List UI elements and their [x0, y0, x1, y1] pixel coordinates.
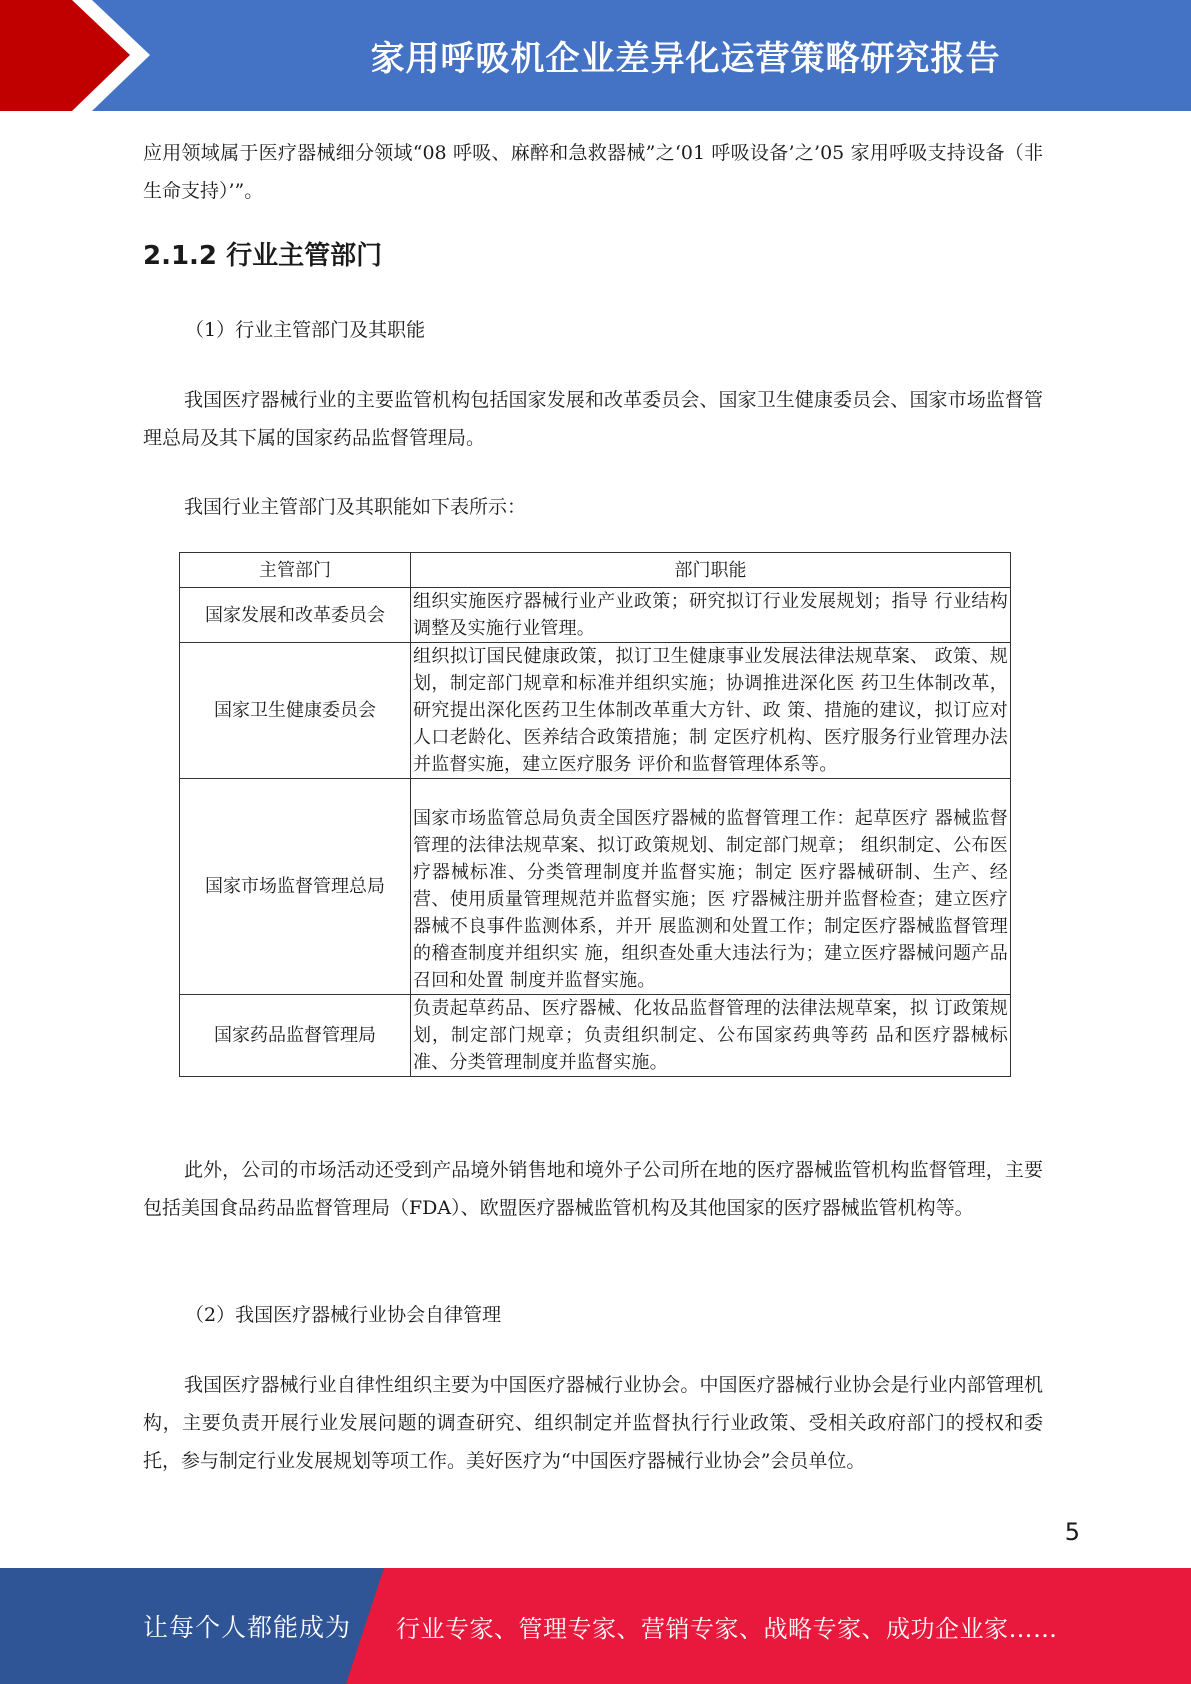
paragraph-regulators: 我国医疗器械行业的主要监管机构包括国家发展和改革委员会、国家卫生健康委员会、国家市场监督管理总局及其下属的国家药品监督管理局。 [143, 389, 1043, 449]
table-row [180, 779, 1011, 995]
dept-name-cell: 国家卫生健康委员会 [180, 643, 411, 779]
column-header-dept: 主管部门 [180, 553, 411, 588]
table-row [180, 995, 1011, 1077]
dept-function-cell: 组织拟订国民健康政策，拟订卫生健康事业发展法律法规草案、 政策、规划，制定部门规章和标准并组织实施；协调推进深化医 药卫生体制改革，研究提出深化医药卫生体制改革重大方针、政 策、措施的建议，拟订应对人口老龄化、医养结合政策措施；制 定医疗机构、医疗服务行业管理办法并监督实施，建立医疗服务 评价和监督管理体系等。 [411, 643, 1011, 779]
table-header-row [180, 553, 1011, 588]
column-header-func: 部门职能 [411, 553, 1011, 588]
footer-slogan-left: 让每个人都能成为 [143, 1613, 352, 1642]
paragraph-overseas-regulation: 此外，公司的市场活动还受到产品境外销售地和境外子公司所在地的医疗器械监管机构监督管理，主要包括美国食品药品监督管理局（FDA）、欧盟医疗器械监管机构及其他国家的医疗器械监管机构等。 [143, 1159, 1043, 1219]
intro-paragraph: 应用领域属于医疗器械细分领域“08 呼吸、麻醉和急救器械”之‘01 呼吸设备’之’05 家用呼吸支持设备（非生命支持）’”。 [143, 142, 1043, 202]
table-row [180, 643, 1011, 779]
subsection-2-title: （2）我国医疗器械行业协会自律管理 [185, 1304, 502, 1326]
dept-function-cell: 负责起草药品、医疗器械、化妆品监督管理的法律法规草案，拟 订政策规划，制定部门规章；负责组织制定、公布国家药典等药 品和医疗器械标准、分类管理制度并监督实施。 [411, 995, 1011, 1077]
subsection-1-title: （1）行业主管部门及其职能 [185, 319, 426, 341]
dept-function-cell: 国家市场监管总局负责全国医疗器械的监督管理工作：起草医疗 器械监督管理的法律法规草案、拟订政策规划、制定部门规章； 组织制定、公布医疗器械标准、分类管理制度并监督实施；制定 医疗器械研制、生产、经营、使用质量管理规范并监督实施；医 疗器械注册并监督检查；建立医疗器械不良事件监测体系，并开 展监测和处置工作；制定医疗器械监督管理的稽查制度并组织实 施，组织查处重大违法行为；建立医疗器械问题产品召回和处置 制度并监督实施。 [411, 779, 1011, 995]
page-number: 5 [1064, 1518, 1080, 1546]
dept-function-cell: 组织实施医疗器械行业产业政策；研究拟订行业发展规划；指导 行业结构调整及实施行业管理。 [411, 588, 1011, 643]
dept-name-cell: 国家药品监督管理局 [180, 995, 411, 1077]
paragraph-table-intro: 我国行业主管部门及其职能如下表所示： [184, 496, 527, 518]
dept-name-cell: 国家市场监督管理总局 [180, 779, 411, 995]
department-table [179, 552, 1011, 1077]
paragraph-industry-association: 我国医疗器械行业自律性组织主要为中国医疗器械行业协会。中国医疗器械行业协会是行业内部管理机构，主要负责开展行业发展问题的调查研究、组织制定并监督执行行业政策、受相关政府部门的授权和委托，参与制定行业发展规划等项工作。美好医疗为“中国医疗器械行业协会”会员单位。 [143, 1374, 1043, 1472]
page-footer [0, 1568, 1191, 1684]
page-header [0, 0, 1191, 111]
section-heading: 2.1.2 行业主管部门 [143, 241, 383, 271]
table-row [180, 588, 1011, 643]
report-title: 家用呼吸机企业差异化运营策略研究报告 [370, 39, 1001, 79]
header-chevron-decoration [0, 0, 160, 111]
footer-slogan-right: 行业专家、管理专家、营销专家、战略专家、成功企业家…… [396, 1614, 1058, 1643]
dept-name-cell: 国家发展和改革委员会 [180, 588, 411, 643]
